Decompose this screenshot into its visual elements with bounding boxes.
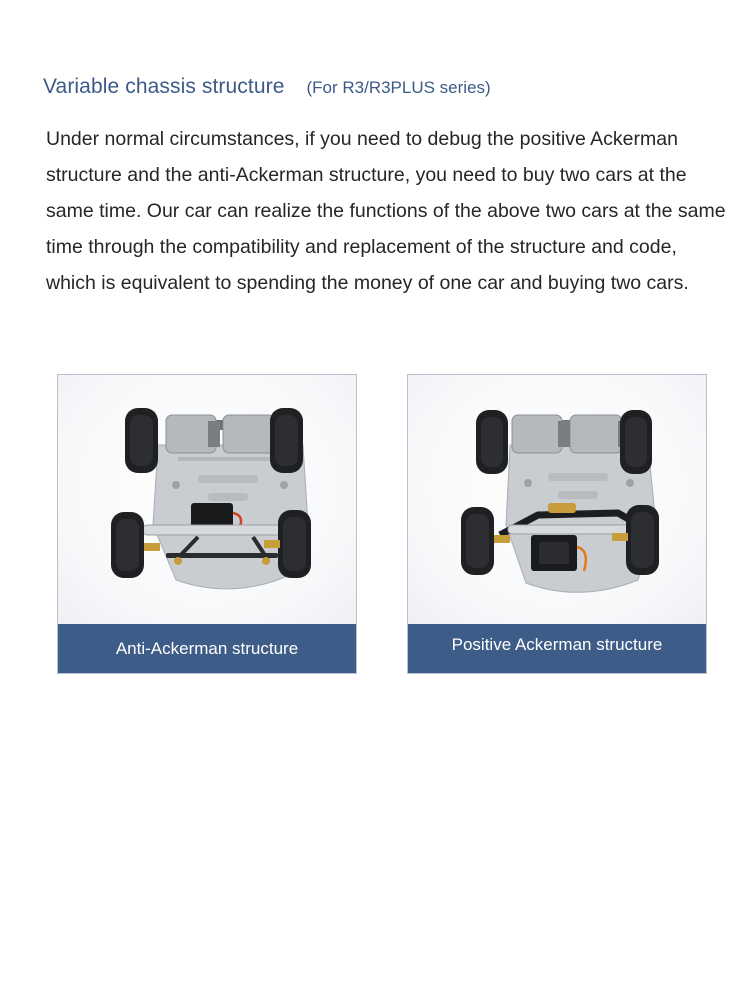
section-title: Variable chassis structure bbox=[43, 75, 285, 98]
positive-ackerman-chassis-image bbox=[408, 375, 706, 624]
section-heading bbox=[43, 75, 491, 99]
anti-ackerman-card bbox=[57, 374, 357, 674]
section-subtitle: (For R3/R3PLUS series) bbox=[306, 78, 491, 97]
description-paragraph: Under normal circumstances, if you need to debug the positive Ackerman structure and the anti-Ackerman structure, you need to buy two cars at the same time. Our car can realize the functions of the above two cars at the same time through the compatibility and replacement of the structure and code, which is equivalent to spending the money of one car and buying two cars. bbox=[46, 128, 726, 294]
anti-ackerman-chassis-image bbox=[58, 375, 356, 624]
anti-ackerman-caption: Anti-Ackerman structure bbox=[58, 624, 356, 673]
positive-ackerman-caption: Positive Ackerman structure bbox=[408, 624, 706, 673]
positive-ackerman-card bbox=[407, 374, 707, 674]
